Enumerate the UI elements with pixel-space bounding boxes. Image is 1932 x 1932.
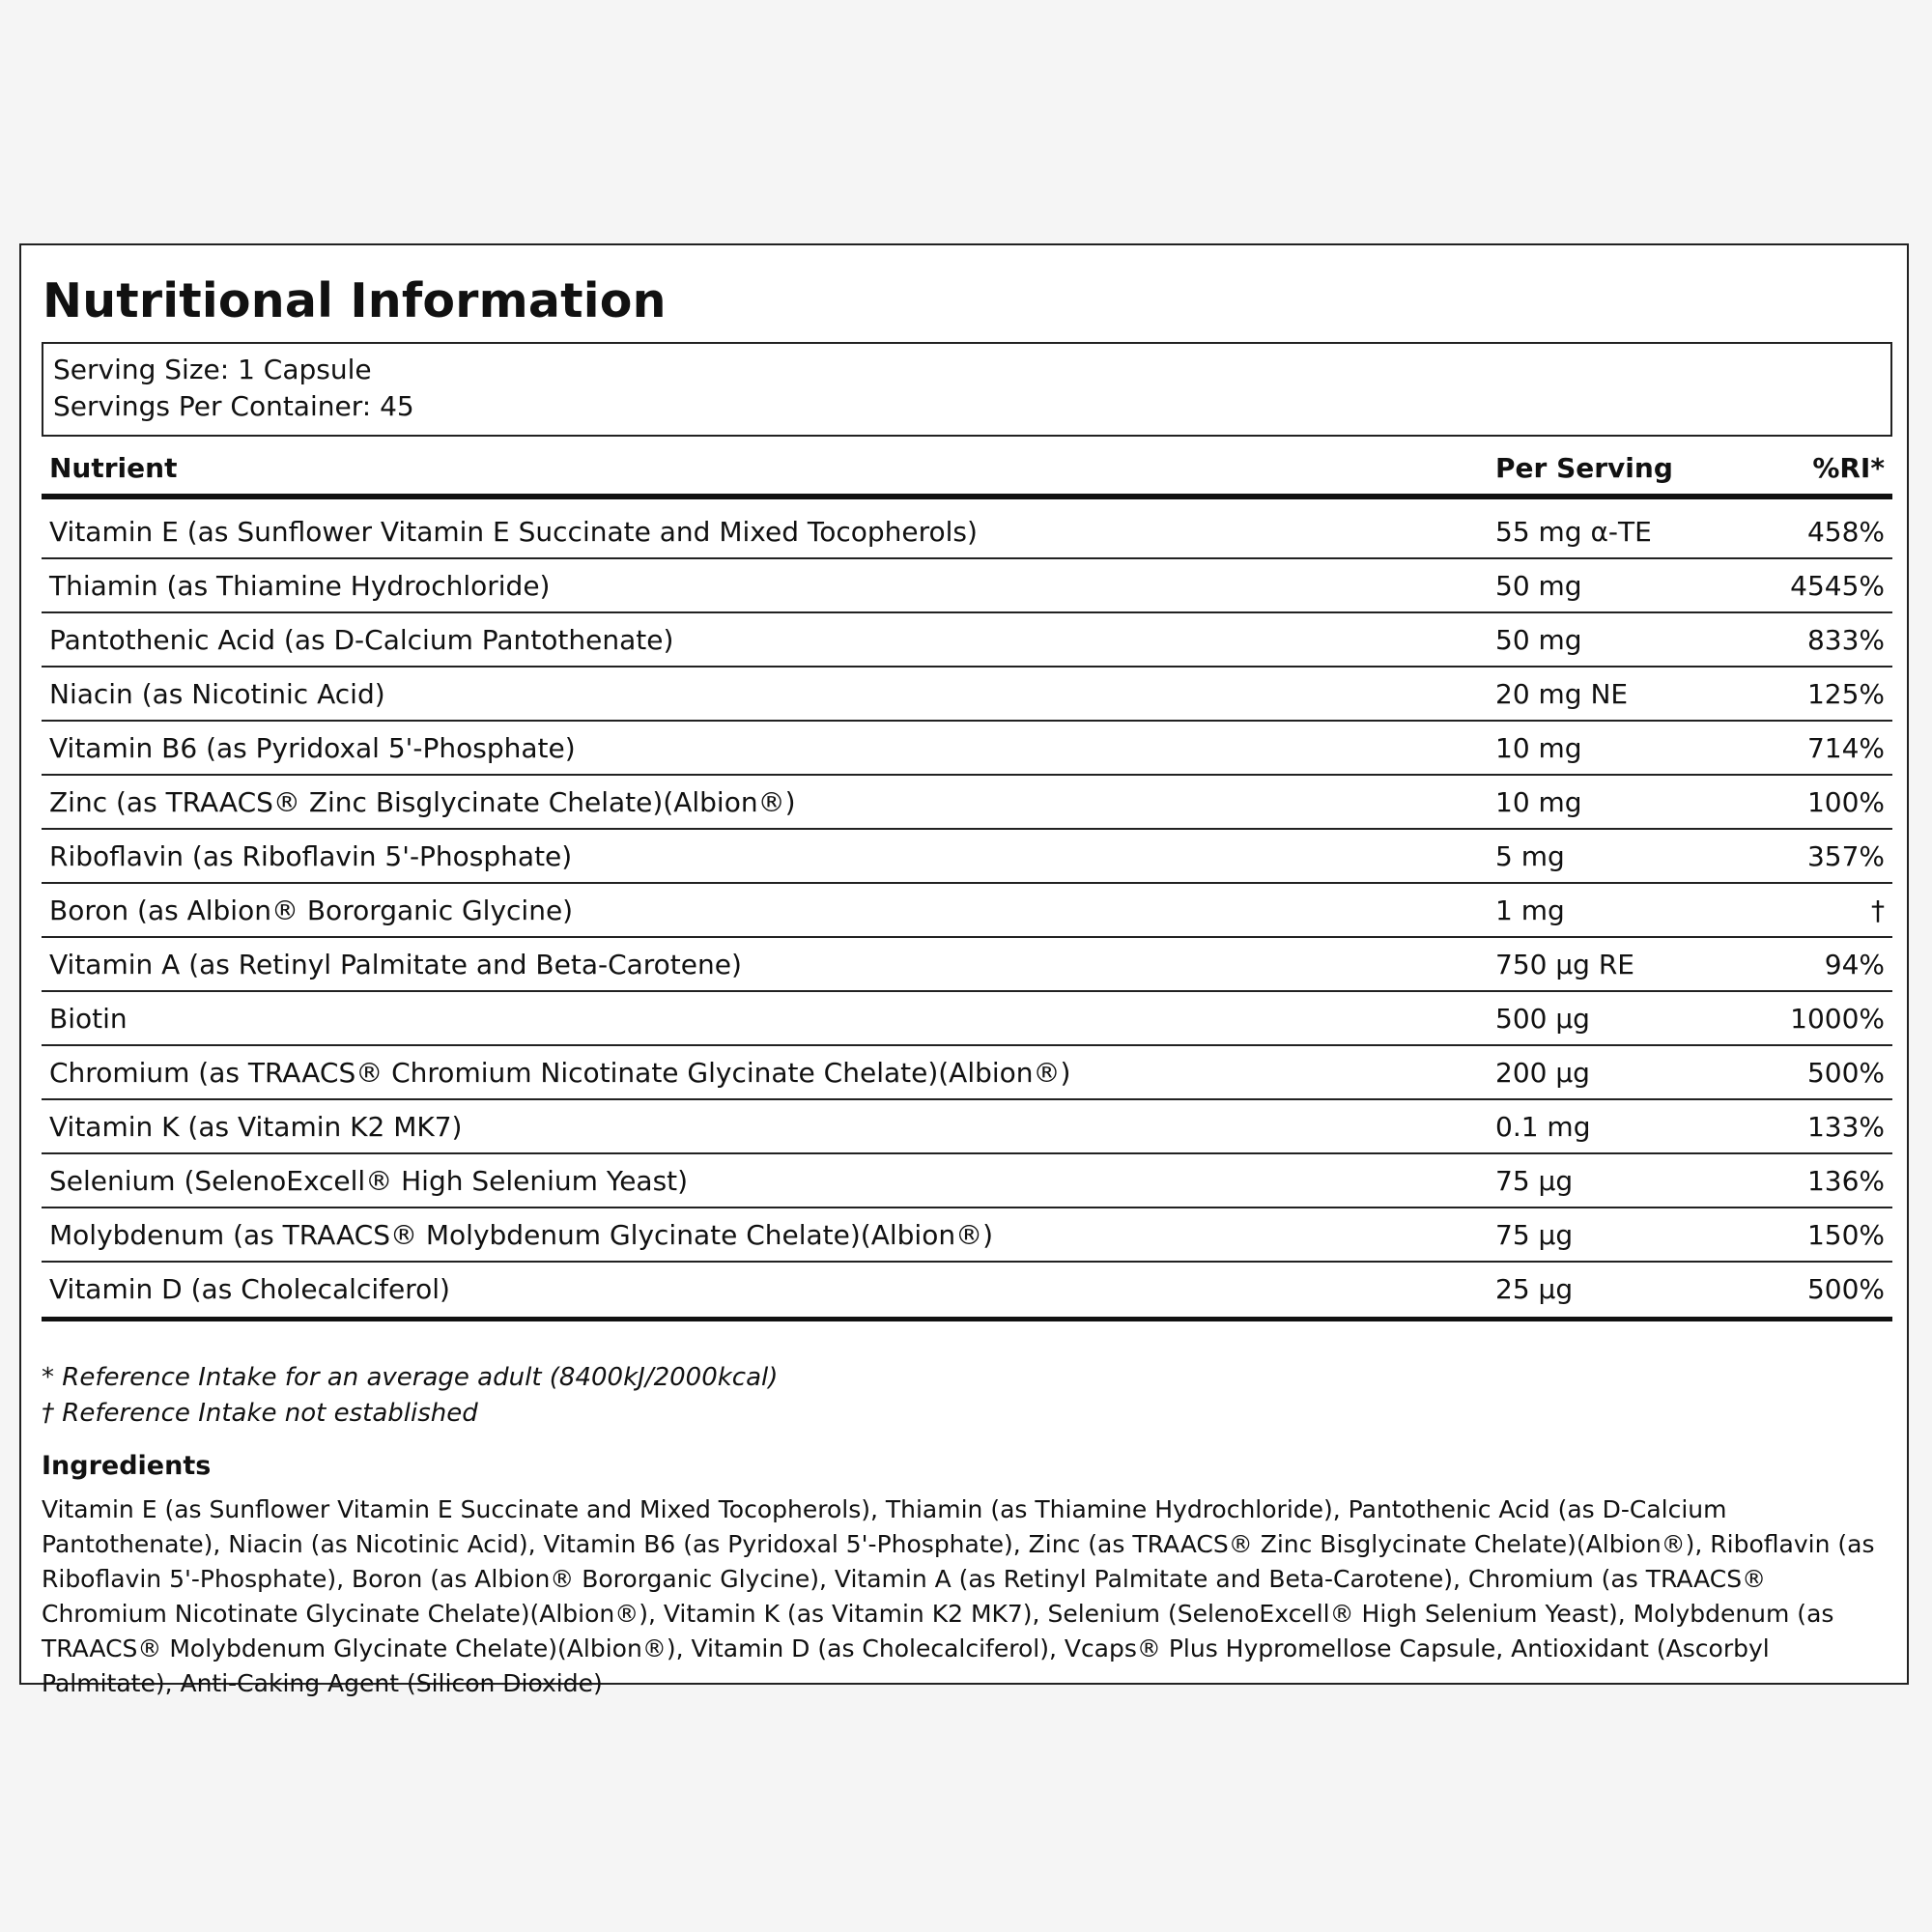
table-row — [42, 1046, 1892, 1100]
servings-per-container: Servings Per Container: 45 — [53, 390, 414, 422]
nutrient-name: Vitamin E (as Sunflower Vitamin E Succinate and Mixed Tocopherols) — [49, 516, 978, 548]
ri-value: 500% — [1806, 1273, 1885, 1305]
ri-value: 100% — [1806, 786, 1885, 818]
per-serving-value: 5 mg — [1495, 840, 1565, 872]
nutrient-name: Riboflavin (as Riboflavin 5'-Phosphate) — [49, 840, 573, 872]
header-nutrient: Nutrient — [49, 452, 178, 484]
nutrient-name: Thiamin (as Thiamine Hydrochloride) — [49, 570, 551, 602]
ri-value: 150% — [1806, 1219, 1885, 1251]
ri-value: 1000% — [1790, 1003, 1885, 1035]
nutrient-name: Chromium (as TRAACS® Chromium Nicotinate Glycinate Chelate)(Albion®) — [49, 1057, 1071, 1089]
per-serving-value: 0.1 mg — [1495, 1111, 1591, 1143]
ingredients-text: Vitamin E (as Sunflower Vitamin E Succinate and Mixed Tocopherols), Thiamin (as Thiamine Hydrochloride), Pantothenic Acid (as D-Calcium Pantothenate), Niacin (as Nicotinic Acid), Vitamin B6 (as Pyridoxal 5'-Phosphate), Zinc (as TRAACS® Zinc Bisglycinate Chelate)(Albion®), Riboflavin (as Riboflavin 5'-Phosphate), Boron (as Albion® Bororganic Glycine), Vitamin A (as Retinyl Palmitate and Beta-Carotene), Chromium (as TRAACS® Chromium Nicotinate Glycinate Chelate)(Albion®), Vitamin K (as Vitamin K2 MK7), Selenium (SelenoExcell® High Selenium Yeast), Molybdenum (as TRAACS® Molybdenum Glycinate Chelate)(Albion®), Vitamin D (as Cholecalciferol), Vcaps® Plus Hypromellose Capsule, Antioxidant (Ascorbyl Palmitate), Anti-Caking Agent (Silicon Dioxide) — [42, 1495, 1875, 1697]
table-row — [42, 1263, 1892, 1317]
per-serving-value: 75 µg — [1495, 1219, 1574, 1251]
table-row — [42, 559, 1892, 613]
nutrient-table — [42, 443, 1892, 1321]
nutrient-name: Vitamin A (as Retinyl Palmitate and Beta-Carotene) — [49, 949, 742, 980]
table-row — [42, 505, 1892, 559]
table-row — [42, 1100, 1892, 1154]
footnote-ri: * Reference Intake for an average adult (8400kJ/2000kcal) — [42, 1363, 779, 1392]
per-serving-value: 50 mg — [1495, 624, 1582, 656]
ri-value: 125% — [1806, 678, 1885, 710]
nutrient-name: Zinc (as TRAACS® Zinc Bisglycinate Chelate)(Albion®) — [49, 786, 796, 818]
nutrient-name: Molybdenum (as TRAACS® Molybdenum Glycinate Chelate)(Albion®) — [49, 1219, 994, 1251]
serving-size: Serving Size: 1 Capsule — [53, 354, 372, 385]
ri-value: 357% — [1806, 840, 1885, 872]
ri-value: 500% — [1806, 1057, 1885, 1089]
table-row — [42, 938, 1892, 992]
table-row — [42, 884, 1892, 938]
per-serving-value: 1 mg — [1495, 895, 1565, 926]
per-serving-value: 25 µg — [1495, 1273, 1574, 1305]
table-row — [42, 668, 1892, 722]
nutrient-name: Vitamin K (as Vitamin K2 MK7) — [49, 1111, 463, 1143]
ri-value: 136% — [1806, 1165, 1885, 1197]
nutrient-name: Vitamin D (as Cholecalciferol) — [49, 1273, 450, 1305]
table-row — [42, 613, 1892, 668]
nutrition-panel — [19, 243, 1909, 1697]
per-serving-value: 10 mg — [1495, 732, 1582, 764]
table-row — [42, 1154, 1892, 1208]
ri-value: 714% — [1806, 732, 1885, 764]
nutrient-name: Boron (as Albion® Bororganic Glycine) — [49, 895, 574, 926]
ri-value: 458% — [1806, 516, 1885, 548]
serving-info-box — [42, 342, 1892, 437]
table-row — [42, 992, 1892, 1046]
per-serving-value: 55 mg α-TE — [1495, 516, 1652, 548]
per-serving-value: 750 µg RE — [1495, 949, 1634, 980]
table-row — [42, 830, 1892, 884]
ri-value: 4545% — [1790, 570, 1885, 602]
header-ri: %RI* — [1812, 452, 1885, 484]
table-row — [42, 722, 1892, 776]
header-per-serving: Per Serving — [1495, 452, 1673, 484]
per-serving-value: 10 mg — [1495, 786, 1582, 818]
table-row — [42, 776, 1892, 830]
footnote-not-established: † Reference Intake not established — [42, 1399, 478, 1428]
ri-value: 133% — [1806, 1111, 1885, 1143]
ri-value: 94% — [1824, 949, 1885, 980]
table-row — [42, 1208, 1892, 1263]
per-serving-value: 200 µg — [1495, 1057, 1590, 1089]
page-title: Nutritional Information — [43, 273, 667, 328]
table-body — [42, 505, 1892, 1321]
nutrient-name: Biotin — [49, 1003, 128, 1035]
per-serving-value: 50 mg — [1495, 570, 1582, 602]
ingredients-heading: Ingredients — [42, 1451, 212, 1481]
nutrient-name: Niacin (as Nicotinic Acid) — [49, 678, 385, 710]
nutrient-name: Pantothenic Acid (as D-Calcium Pantothenate) — [49, 624, 674, 656]
ri-value: 833% — [1806, 624, 1885, 656]
per-serving-value: 75 µg — [1495, 1165, 1574, 1197]
nutrient-name: Selenium (SelenoExcell® High Selenium Yeast) — [49, 1165, 689, 1197]
table-header — [42, 443, 1892, 499]
footnotes — [42, 1360, 778, 1432]
per-serving-value: 500 µg — [1495, 1003, 1590, 1035]
per-serving-value: 20 mg NE — [1495, 678, 1629, 710]
nutrient-name: Vitamin B6 (as Pyridoxal 5'-Phosphate) — [49, 732, 576, 764]
ri-value: † — [1871, 895, 1885, 926]
